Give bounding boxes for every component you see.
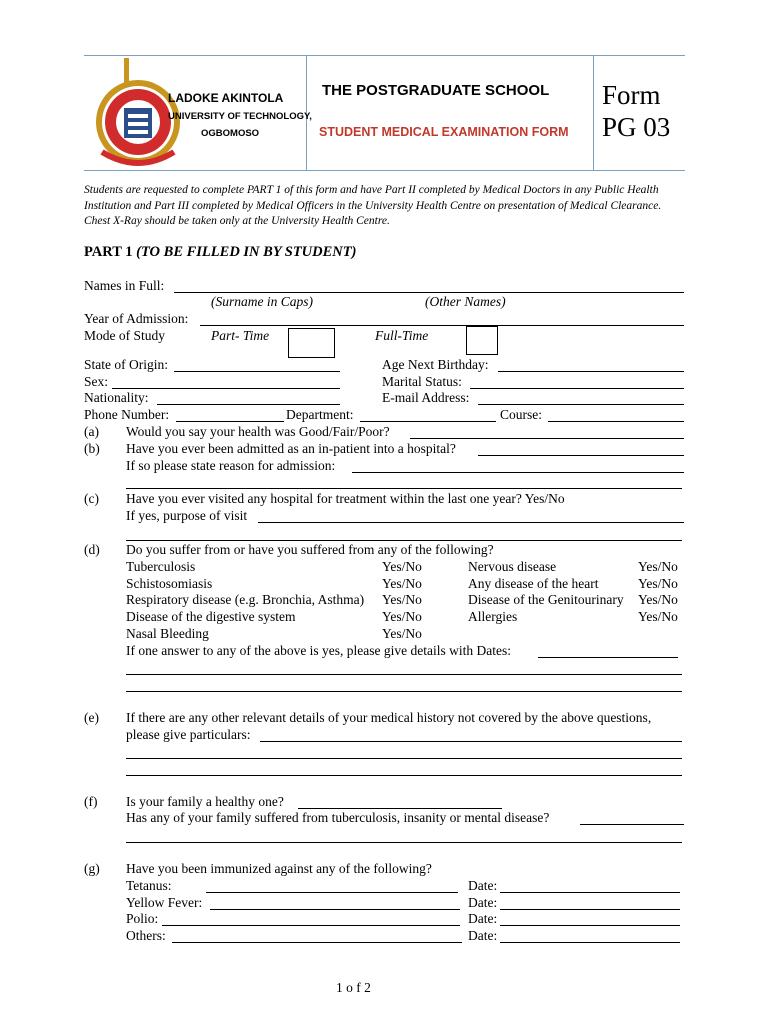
question-b-label: (b) xyxy=(84,441,100,456)
question-e-field[interactable] xyxy=(260,741,682,742)
disease-yes-no[interactable]: Yes/No xyxy=(638,592,678,607)
disease-name: Respiratory disease (e.g. Bronchia, Asthma) xyxy=(126,592,365,607)
question-b-sub-field[interactable] xyxy=(352,472,684,473)
email-field[interactable] xyxy=(478,404,684,405)
immunization-date-label: Date: xyxy=(468,928,498,943)
immunization-field[interactable] xyxy=(172,942,462,943)
question-d-text: Do you suffer from or have you suffered from any of the following? xyxy=(126,542,494,557)
question-c-field[interactable] xyxy=(258,522,684,523)
question-b-sub: If so please state reason for admission: xyxy=(126,458,336,473)
course-field[interactable] xyxy=(548,421,684,422)
question-b-field[interactable] xyxy=(478,455,684,456)
immunization-name: Yellow Fever: xyxy=(126,895,203,910)
disease-name: Disease of the digestive system xyxy=(126,609,296,624)
form-title: STUDENT MEDICAL EXAMINATION FORM xyxy=(319,125,569,139)
question-c-sub: If yes, purpose of visit xyxy=(126,508,248,523)
state-label: State of Origin: xyxy=(84,357,168,372)
immunization-field[interactable] xyxy=(206,892,458,893)
question-f-sub-field[interactable] xyxy=(580,824,684,825)
question-e-extra-line[interactable] xyxy=(126,758,682,759)
immunization-date-label: Date: xyxy=(468,911,498,926)
disease-name: Any disease of the heart xyxy=(468,576,599,591)
question-f-text: Is your family a healthy one? xyxy=(126,794,284,809)
immunization-field[interactable] xyxy=(162,925,460,926)
question-d-sub: If one answer to any of the above is yes, please give details with Dates: xyxy=(126,643,512,658)
email-label: E-mail Address: xyxy=(382,390,470,405)
department-field[interactable] xyxy=(360,421,496,422)
disease-name: Nervous disease xyxy=(468,559,557,574)
question-a-text: Would you say your health was Good/Fair/Poor? xyxy=(126,424,390,439)
immunization-date-field[interactable] xyxy=(500,942,680,943)
question-c-extra-line[interactable] xyxy=(126,540,682,541)
intro-text: Students are requested to complete PART 1 of this form and have Part II completed by Medical Doctors in any Public Health Institution and Part III completed by Medical Officers in the University Health Centre on presentation of Medical Clearance. Chest X-Ray should be taken only at the University Health Centre. xyxy=(84,184,662,227)
phone-field[interactable] xyxy=(176,421,284,422)
question-a-label: (a) xyxy=(84,424,99,439)
immunization-date-field[interactable] xyxy=(500,909,680,910)
full-time-checkbox[interactable] xyxy=(466,326,498,355)
question-g-text: Have you been immunized against any of the following? xyxy=(126,861,432,876)
disease-name: Schistosomiasis xyxy=(126,576,213,591)
marital-label: Marital Status: xyxy=(382,374,462,389)
sex-field[interactable] xyxy=(112,388,340,389)
disease-yes-no[interactable]: Yes/No xyxy=(382,609,422,624)
disease-name: Allergies xyxy=(468,609,518,624)
question-f-sub: Has any of your family suffered from tuberculosis, insanity or mental disease? xyxy=(126,810,550,825)
age-label: Age Next Birthday: xyxy=(382,357,489,372)
immunization-name: Others: xyxy=(126,928,166,943)
question-d-field[interactable] xyxy=(538,657,678,658)
disease-yes-no[interactable]: Yes/No xyxy=(382,626,422,641)
names-field[interactable] xyxy=(174,292,684,293)
page-number: 1 o f 2 xyxy=(336,980,371,995)
disease-yes-no[interactable]: Yes/No xyxy=(638,559,678,574)
question-e-text: If there are any other relevant details of your medical history not covered by the above questions, xyxy=(126,710,652,725)
disease-name: Nasal Bleeding xyxy=(126,626,209,641)
year-field[interactable] xyxy=(200,325,684,326)
disease-yes-no[interactable]: Yes/No xyxy=(382,592,422,607)
school-title: THE POSTGRADUATE SCHOOL xyxy=(322,82,550,99)
immunization-name: Tetanus: xyxy=(126,878,172,893)
question-f-label: (f) xyxy=(84,794,98,809)
question-b-text: Have you ever been admitted as an in-patient into a hospital? xyxy=(126,441,456,456)
question-f-extra-line[interactable] xyxy=(126,842,682,843)
question-a-field[interactable] xyxy=(410,438,684,439)
question-e-sub: please give particulars: xyxy=(126,727,251,742)
disease-yes-no[interactable]: Yes/No xyxy=(382,576,422,591)
immunization-name: Polio: xyxy=(126,911,159,926)
part1-heading xyxy=(84,244,356,261)
university-name-line2: UNIVERSITY OF TECHNOLOGY, xyxy=(168,111,312,122)
department-label: Department: xyxy=(286,407,354,422)
immunization-field[interactable] xyxy=(210,909,460,910)
nationality-field[interactable] xyxy=(157,404,340,405)
immunization-date-label: Date: xyxy=(468,878,498,893)
header-divider xyxy=(593,56,594,170)
university-city: OGBOMOSO xyxy=(201,128,260,139)
question-c-label: (c) xyxy=(84,491,99,506)
immunization-date-field[interactable] xyxy=(500,892,680,893)
disease-yes-no[interactable]: Yes/No xyxy=(638,609,678,624)
full-time-label: Full-Time xyxy=(375,328,429,343)
course-label: Course: xyxy=(500,407,542,422)
names-label: Names in Full: xyxy=(84,278,165,293)
disease-yes-no[interactable]: Yes/No xyxy=(638,576,678,591)
nationality-label: Nationality: xyxy=(84,390,149,405)
question-e-extra-line[interactable] xyxy=(126,775,682,776)
surname-hint: (Surname in Caps) xyxy=(211,294,313,309)
question-g-label: (g) xyxy=(84,861,100,876)
question-b-extra-line[interactable] xyxy=(126,488,682,489)
question-f-field[interactable] xyxy=(298,808,502,809)
part-time-label: Part- Time xyxy=(211,328,270,343)
part-time-checkbox[interactable] xyxy=(288,328,335,358)
question-d-label: (d) xyxy=(84,542,100,557)
mode-label: Mode of Study xyxy=(84,328,165,343)
year-label: Year of Admission: xyxy=(84,311,189,326)
part1-subtitle: (TO BE FILLED IN BY STUDENT) xyxy=(136,244,357,260)
othernames-hint: (Other Names) xyxy=(425,294,506,309)
question-c-text: Have you ever visited any hospital for treatment within the last one year? Yes/No xyxy=(126,491,565,506)
age-field[interactable] xyxy=(498,371,684,372)
question-d-extra-line[interactable] xyxy=(126,691,682,692)
question-e-label: (e) xyxy=(84,710,99,725)
state-field[interactable] xyxy=(174,371,340,372)
immunization-date-field[interactable] xyxy=(500,925,680,926)
immunization-date-label: Date: xyxy=(468,895,498,910)
disease-yes-no[interactable]: Yes/No xyxy=(382,559,422,574)
phone-label: Phone Number: xyxy=(84,407,170,422)
part1-title: PART 1 xyxy=(84,244,133,260)
disease-name: Tuberculosis xyxy=(126,559,196,574)
sex-label: Sex: xyxy=(84,374,109,389)
marital-field[interactable] xyxy=(470,388,684,389)
disease-name: Disease of the Genitourinary xyxy=(468,592,624,607)
form-word: Form xyxy=(602,80,661,110)
university-name: LADOKE AKINTOLA xyxy=(168,91,284,105)
question-d-extra-line[interactable] xyxy=(126,674,682,675)
form-code: PG 03 xyxy=(602,112,671,142)
